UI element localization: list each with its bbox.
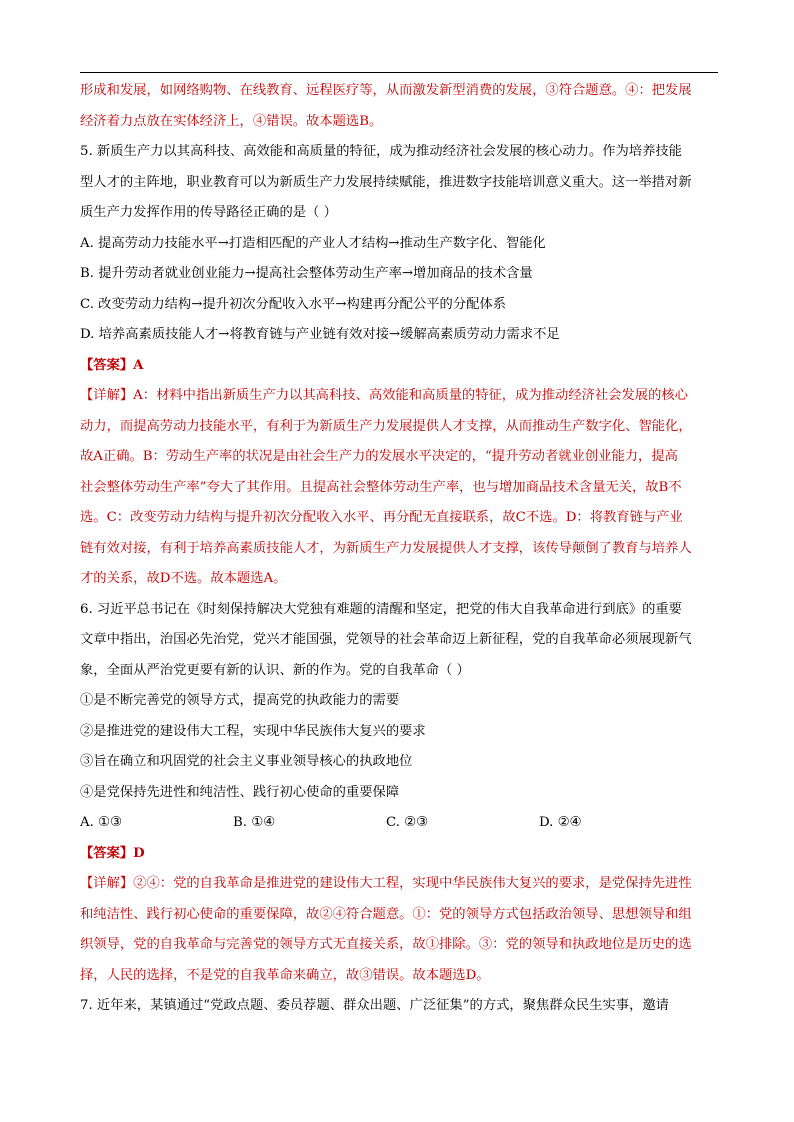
option-c: C. 改变劳动力结构→提升初次分配收入水平→构建再分配公平的分配体系	[80, 296, 507, 312]
answer-label: 【答案】D	[80, 845, 145, 861]
document-body	[80, 76, 720, 1022]
answer-label: 【答案】A	[80, 357, 144, 373]
explanation-line: 链有效对接，有利于培养高素质技能人才，为新质生产力发展提供人才支撑，该传导颠倒了教育与培养人	[80, 540, 692, 556]
statement-2: ②是推进党的建设伟大工程，实现中华民族伟大复兴的要求	[80, 723, 426, 739]
text-line: 经济着力点放在实体经济上，④错误。故本题选B。	[80, 113, 383, 129]
statement-3: ③旨在确立和巩固党的社会主义事业领导核心的执政地位	[80, 754, 413, 769]
choice-b: B. ①④	[233, 815, 276, 830]
choice-a: A. ①③	[80, 815, 122, 830]
explanation-line: 【详解】②④：党的自我革命是推进党的建设伟大工程，实现中华民族伟大复兴的要求，是党保持先进性	[80, 876, 692, 891]
choice-d: D. ②④	[539, 815, 582, 830]
question-6-stem: 6. 习近平总书记在《时刻保持解决大党独有难题的清醒和坚定，把党的伟大自我革命进行到底》的重要	[80, 601, 682, 617]
question-7-stem: 7. 近年来，某镇通过“党政点题、委员荐题、群众出题、广泛征集”的方式，聚焦群众民生实事，邀请	[80, 998, 669, 1013]
question-5-stem: 质生产力发挥作用的传导路径正确的是（ ）	[80, 205, 337, 220]
question-5-stem: 5. 新质生产力以其高科技、高效能和高质量的特征，成为推动经济社会发展的核心动力。作为培养技能	[80, 144, 682, 159]
choice-options	[80, 808, 720, 839]
statement-4: ④是党保持先进性和纯洁性、践行初心使命的重要保障	[80, 784, 400, 800]
explanation-line: 【详解】A：材料中指出新质生产力以其高科技、高效能和高质量的特征，成为推动经济社会发展的核心	[80, 388, 688, 403]
question-5-stem: 型人才的主阵地，职业教育可以为新质生产力发展持续赋能，推进数字技能培训意义重大。这一举措对新	[80, 174, 692, 190]
explanation-line: 择，人民的选择，不是党的自我革命来确立，故③错误。故本题选D。	[80, 967, 490, 983]
question-6-stem: 文章中指出，治国必先治党，党兴才能国强，党领导的社会革命迈上新征程，党的自我革命必须展现新气	[80, 632, 692, 647]
explanation-line: 选。C：改变劳动力结构与提升初次分配收入水平、再分配无直接联系，故C不选。D：将教育链与产业	[80, 510, 683, 525]
explanation-line: 织领导，党的自我革命与完善党的领导方式无直接关系，故①排除。③：党的领导和执政地位是历史的选	[80, 937, 692, 952]
explanation-line: 和纯洁性、践行初心使命的重要保障，故②④符合题意。①：党的领导方式包括政治领导、思想领导和组	[80, 906, 692, 922]
statement-1: ①是不断完善党的领导方式，提高党的执政能力的需要	[80, 693, 400, 708]
explanation-line: 动力，而提高劳动力技能水平，有利于为新质生产力发展提供人才支撑，从而推动生产数字化、智能化，	[80, 418, 692, 434]
explanation-line: 才的关系，故D不选。故本题选A。	[80, 571, 287, 586]
header-rule	[80, 72, 718, 73]
choice-c: C. ②③	[386, 815, 428, 830]
option-b: B. 提升劳动者就业创业能力→提高社会整体劳动生产率→增加商品的技术含量	[80, 266, 533, 281]
question-6-stem: 象，全面从严治党更要有新的认识、新的作为。党的自我革命（ ）	[80, 662, 470, 678]
text-line: 形成和发展，如网络购物、在线教育、远程医疗等，从而激发新型消费的发展，③符合题意。④：把发展	[80, 83, 692, 98]
explanation-line: 故A正确。B：劳动生产率的状况是由社会生产力的发展水平决定的，“提升劳动者就业创业能力，提高	[80, 449, 678, 464]
option-d: D. 培养高素质技能人才→将教育链与产业链有效对接→缓解高素质劳动力需求不足	[80, 327, 560, 342]
option-a: A. 提高劳动力技能水平→打造相匹配的产业人才结构→推动生产数字化、智能化	[80, 235, 546, 251]
explanation-line: 社会整体劳动生产率”夸大了其作用。且提高社会整体劳动生产率，也与增加商品技术含量无关，故B不	[80, 479, 682, 495]
